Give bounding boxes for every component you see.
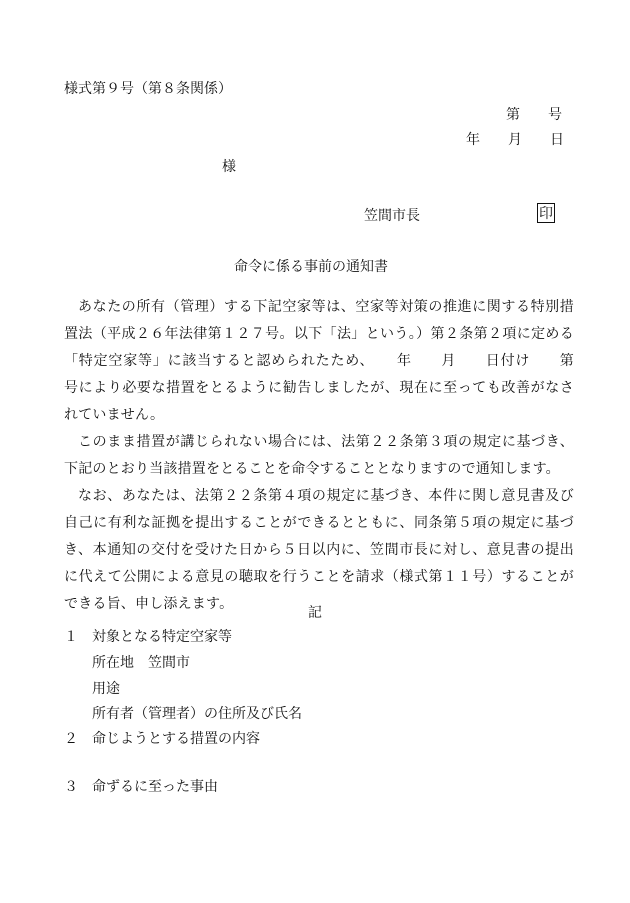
date-year: 年 — [466, 132, 480, 148]
seal-mark: 印 — [537, 203, 555, 223]
issuer: 笠間市長 — [364, 208, 420, 224]
item-1-location: 所在地 笠間市 — [92, 655, 190, 671]
number-prefix: 第 — [506, 107, 520, 123]
item-2-label: 命じようとする措置の内容 — [92, 731, 260, 747]
item-1-owner: 所有者（管理者）の住所及び氏名 — [92, 706, 302, 722]
document-title: 命令に係る事前の通知書 — [234, 259, 388, 275]
body-text — [64, 294, 603, 618]
number-suffix: 号 — [548, 107, 562, 123]
ki-heading: 記 — [308, 605, 322, 621]
item-1-number: １ — [64, 629, 78, 645]
item-3-number: ３ — [64, 779, 78, 795]
item-3 — [64, 778, 218, 796]
body-paragraph-3: なお、あなたは、法第２２条第４項の規定に基づき、本件に関し意見書及び自己に有利な証拠を提出することができるとともに、同条第５項の規定に基づき、本通知の交付を受けた日から５日以内に、笠間市長に対し、意見書の提出に代えて公開による意見の聴取を行うことを請求（様式第１１号）することができる旨、申し添えます。 — [64, 488, 574, 612]
item-2 — [64, 730, 260, 748]
addressee: 様 — [222, 159, 236, 175]
item-2-number: ２ — [64, 731, 78, 747]
body-paragraph-2: このまま措置が講じられない場合には、法第２２条第３項の規定に基づき、下記のとおり当該措置をとることを命令することとなりますので通知します。 — [64, 434, 574, 477]
item-1 — [64, 628, 232, 646]
document-number — [506, 106, 562, 124]
document-date — [466, 131, 564, 149]
item-3-label: 命ずるに至った事由 — [92, 779, 218, 795]
date-month: 月 — [508, 132, 522, 148]
form-label: 様式第９号（第８条関係） — [64, 81, 232, 97]
date-day: 日 — [550, 132, 564, 148]
item-1-label: 対象となる特定空家等 — [92, 629, 232, 645]
item-1-usage: 用途 — [92, 681, 120, 697]
body-paragraph-1: あなたの所有（管理）する下記空家等は、空家等対策の推進に関する特別措置法（平成２６年法律第１２７号。以下「法」という。）第２条第２項に定める「特定空家等」に該当すると認められたため、 年 月 日付け 第 号により必要な措置をとるように勧告しましたが、現在に至っても改善がなされていません。 — [64, 299, 603, 423]
